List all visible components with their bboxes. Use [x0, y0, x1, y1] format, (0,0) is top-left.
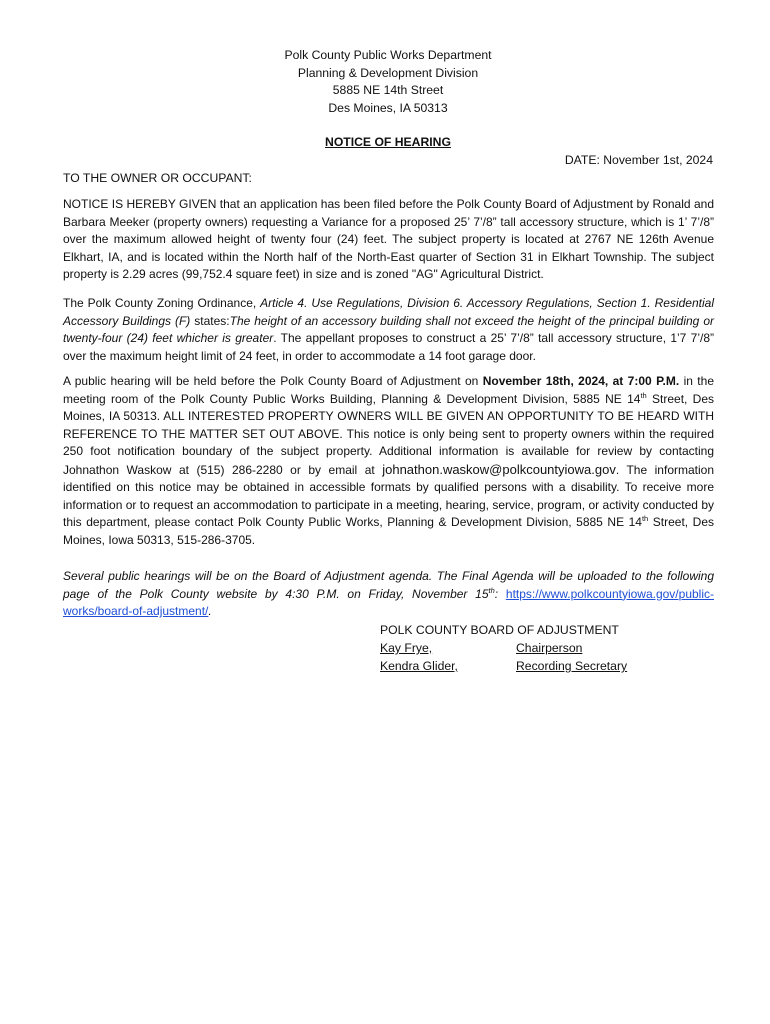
paragraph-ordinance	[63, 295, 714, 365]
paragraph-hearing	[63, 373, 714, 549]
signatory-name: Kendra Glider,	[380, 659, 458, 673]
hearing-location: in the meeting room of the Polk County Public Works Building, Planning & Development Division, 5885 NE 14	[63, 374, 714, 406]
signatory-role: Recording Secretary	[516, 659, 628, 673]
agenda-end: .	[208, 604, 212, 618]
signatory-row	[380, 639, 627, 657]
ordinal-suffix: th	[640, 390, 647, 400]
department-name: Polk County Public Works Department	[284, 48, 492, 62]
notice-date: DATE: November 1st, 2024	[564, 153, 713, 167]
street-address: 5885 NE 14th Street	[332, 83, 444, 97]
hearing-accessibility: . The information identified on this notice may be obtained in accessible formats by qualified persons with a disability. To receive more information or to request an accommodation to participate in a meeting, hearing, service, program, or activity conducted by this department, please contact Polk County Public Works, Planning & Development Division, 5885 NE 14	[63, 462, 715, 529]
agenda-text: Several public hearings will be on the Board of Adjustment agenda. The Final Agenda will be uploaded to the following page of the Polk County website by 4:30 P.M. on Friday, November 15	[63, 569, 714, 601]
board-name: POLK COUNTY BOARD OF ADJUSTMENT	[380, 623, 619, 637]
hearing-details: Street, Des Moines, IA 50313. ALL INTERESTED PROPERTY OWNERS WILL BE GIVEN AN OPPORTUNITY TO BE HEARD WITH REFERENCE TO THE MATTER SET OUT ABOVE. This notice is only being sent to property owners within the required 250 foot notification boundary of the subject property. Additional information is available for review by contacting Johnathon Waskow at (515) 286-2280 or by email at	[63, 391, 715, 477]
hearing-contact-end: Street, Des Moines, Iowa 50313, 515-286-3705.	[63, 515, 715, 547]
city-state-zip: Des Moines, IA 50313	[328, 100, 448, 115]
ordinance-states: states:	[190, 313, 230, 328]
ordinance-reference: Article 4. Use Regulations, Division 6. Accessory Regulations, Section 1. Residential Accessory Buildings (F)	[63, 296, 714, 328]
hearing-intro: A public hearing will be held before the Polk County Board of Adjustment on	[63, 374, 483, 388]
signatory-name: Kay Frye,	[380, 641, 433, 655]
division-name: Planning & Development Division	[297, 65, 479, 80]
agenda-colon: :	[494, 586, 506, 601]
paragraph-notice: NOTICE IS HEREBY GIVEN that an application has been filed before the Polk County Board of Adjustment by Ronald and Barbara Meeker (property owners) requesting a Variance for a proposed 25’ 7’/8” tall accessory structure, which is 1’ 7’/8” over the maximum allowed height of twenty four (24) feet. The subject property is located at 2767 NE 126th Avenue Elkhart, IA, and is located within the North half of the North-East quarter of Section 31 in Elkhart Township. The subject property is 2.29 acres (99,752.4 square feet) in size and is zoned "AG" Agricultural District.	[63, 197, 714, 281]
signature-block	[380, 621, 627, 675]
paragraph-agenda	[63, 568, 714, 621]
contact-email[interactable]: johnathon.waskow@polkcountyiowa.gov	[382, 461, 616, 477]
ordinance-quote: The height of an accessory building shall not exceed the height of the principal building or twenty-four (24) feet whicher is greater	[63, 313, 714, 345]
ordinal-suffix: th	[641, 514, 649, 523]
notice-title: NOTICE OF HEARING	[325, 135, 451, 149]
letterhead	[0, 47, 770, 117]
ordinance-intro: The Polk County Zoning Ordinance,	[63, 296, 261, 310]
ordinance-proposal: . The appellant proposes to construct a 25’ 7’/8” tall accessory structure, 1’7 7’/8” over the maximum height limit of 24 feet, in order to accommodate a 14 foot garage door.	[63, 331, 714, 363]
signatory-role: Chairperson	[516, 641, 583, 655]
hearing-datetime: November 18th, 2024, at 7:00 P.M.	[482, 374, 680, 388]
agenda-link[interactable]: https://www.polkcountyiowa.gov/public-works/board-of-adjustment/	[63, 586, 714, 618]
salutation: TO THE OWNER OR OCCUPANT:	[63, 171, 252, 185]
signatory-row	[380, 657, 627, 675]
ordinal-suffix: th	[488, 585, 495, 595]
